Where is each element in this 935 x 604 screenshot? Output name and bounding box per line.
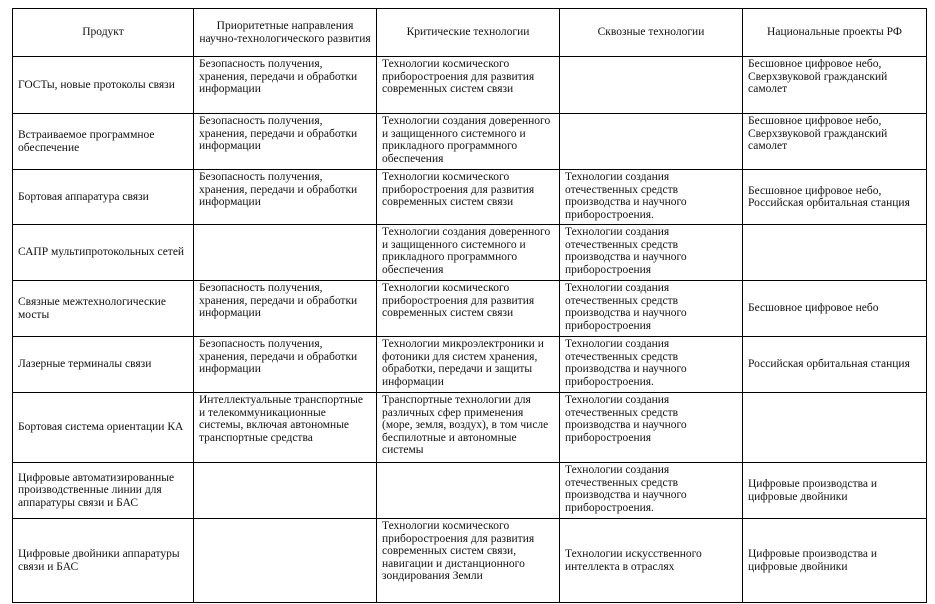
- cell-crosscutting: Технологии искусственного интеллекта в отраслях: [560, 519, 743, 603]
- table-row: [13, 281, 927, 337]
- cell-product: Цифровые двойники аппаратуры связи и БАС: [13, 519, 194, 603]
- cell-national: Российская орбитальная станция: [743, 337, 927, 393]
- table-row: [13, 225, 927, 281]
- cell-critical: Технологии создания доверенного и защищенного системного и прикладного программного обеспечения: [377, 225, 560, 281]
- cell-critical: Технологии микроэлектроники и фотоники для систем хранения, обработки, передачи и защиты информации: [377, 337, 560, 393]
- cell-product: Встраиваемое программное обеспечение: [13, 114, 194, 170]
- cell-product: Цифровые автоматизированные производственные линии для аппаратуры связи и БАС: [13, 463, 194, 519]
- cell-national: Цифровые производства и цифровые двойники: [743, 519, 927, 603]
- cell-national: Бесшовное цифровое небо, Российская орбитальная станция: [743, 170, 927, 225]
- cell-critical: Технологии создания доверенного и защищенного системного и прикладного программного обеспечения: [377, 114, 560, 170]
- cell-priority: [194, 225, 377, 281]
- table-row: [13, 337, 927, 393]
- table-header-row: [13, 9, 927, 57]
- cell-crosscutting: Технологии создания отечественных средств производства и научного приборостроения.: [560, 463, 743, 519]
- cell-national: [743, 393, 927, 463]
- cell-crosscutting: Технологии создания отечественных средств производства и научного приборостроения: [560, 393, 743, 463]
- cell-crosscutting: Технологии создания отечественных средств производства и научного приборостроения.: [560, 337, 743, 393]
- cell-priority: Безопасность получения, хранения, передачи и обработки информации: [194, 57, 377, 114]
- technology-mapping-table: [12, 8, 927, 603]
- header-critical-technologies: Критические технологии: [377, 9, 560, 57]
- cell-crosscutting: Технологии создания отечественных средств производства и научного приборостроения.: [560, 170, 743, 225]
- table-row: [13, 114, 927, 170]
- cell-product: Бортовая аппаратура связи: [13, 170, 194, 225]
- cell-priority: [194, 519, 377, 603]
- cell-product: Лазерные терминалы связи: [13, 337, 194, 393]
- cell-crosscutting: [560, 114, 743, 170]
- cell-crosscutting: Технологии создания отечественных средств производства и научного приборостроения: [560, 281, 743, 337]
- table-row: [13, 393, 927, 463]
- cell-product: Бортовая система ориентации КА: [13, 393, 194, 463]
- cell-crosscutting: Технологии создания отечественных средств производства и научного приборостроения: [560, 225, 743, 281]
- cell-product: ГОСТы, новые протоколы связи: [13, 57, 194, 114]
- header-product: Продукт: [13, 9, 194, 57]
- table-row: [13, 57, 927, 114]
- cell-critical: Технологии космического приборостроения для развития современных систем связи: [377, 281, 560, 337]
- cell-national: Бесшовное цифровое небо, Сверхзвуковой гражданский самолет: [743, 114, 927, 170]
- cell-national: Цифровые производства и цифровые двойники: [743, 463, 927, 519]
- cell-priority: Безопасность получения, хранения, передачи и обработки информации: [194, 170, 377, 225]
- cell-national: Бесшовное цифровое небо: [743, 281, 927, 337]
- cell-critical: Технологии космического приборостроения для развития современных систем связи: [377, 170, 560, 225]
- cell-critical: [377, 463, 560, 519]
- header-crosscutting-technologies: Сквозные технологии: [560, 9, 743, 57]
- table-row: [13, 519, 927, 603]
- cell-priority: Безопасность получения, хранения, передачи и обработки информации: [194, 114, 377, 170]
- cell-national: Бесшовное цифровое небо, Сверхзвуковой гражданский самолет: [743, 57, 927, 114]
- header-national-projects: Национальные проекты РФ: [743, 9, 927, 57]
- cell-national: [743, 225, 927, 281]
- cell-priority: Безопасность получения, хранения, передачи и обработки информации: [194, 281, 377, 337]
- cell-crosscutting: [560, 57, 743, 114]
- cell-product: САПР мультипротокольных сетей: [13, 225, 194, 281]
- table-row: [13, 463, 927, 519]
- cell-critical: Технологии космического приборостроения для развития современных систем связи: [377, 57, 560, 114]
- cell-critical: Транспортные технологии для различных сфер применения (море, земля, воздух), в том числе беспилотные и автономные системы: [377, 393, 560, 463]
- header-priority-directions: Приоритетные направления научно-технологического развития: [194, 9, 377, 57]
- cell-priority: Безопасность получения, хранения, передачи и обработки информации: [194, 337, 377, 393]
- table-row: [13, 170, 927, 225]
- cell-critical: Технологии космического приборостроения для развития современных систем связи, навигации и дистанционного зондирования Земли: [377, 519, 560, 603]
- cell-priority: Интеллектуальные транспортные и телекоммуникационные системы, включая автономные транспортные средства: [194, 393, 377, 463]
- cell-product: Связные межтехнологические мосты: [13, 281, 194, 337]
- cell-priority: [194, 463, 377, 519]
